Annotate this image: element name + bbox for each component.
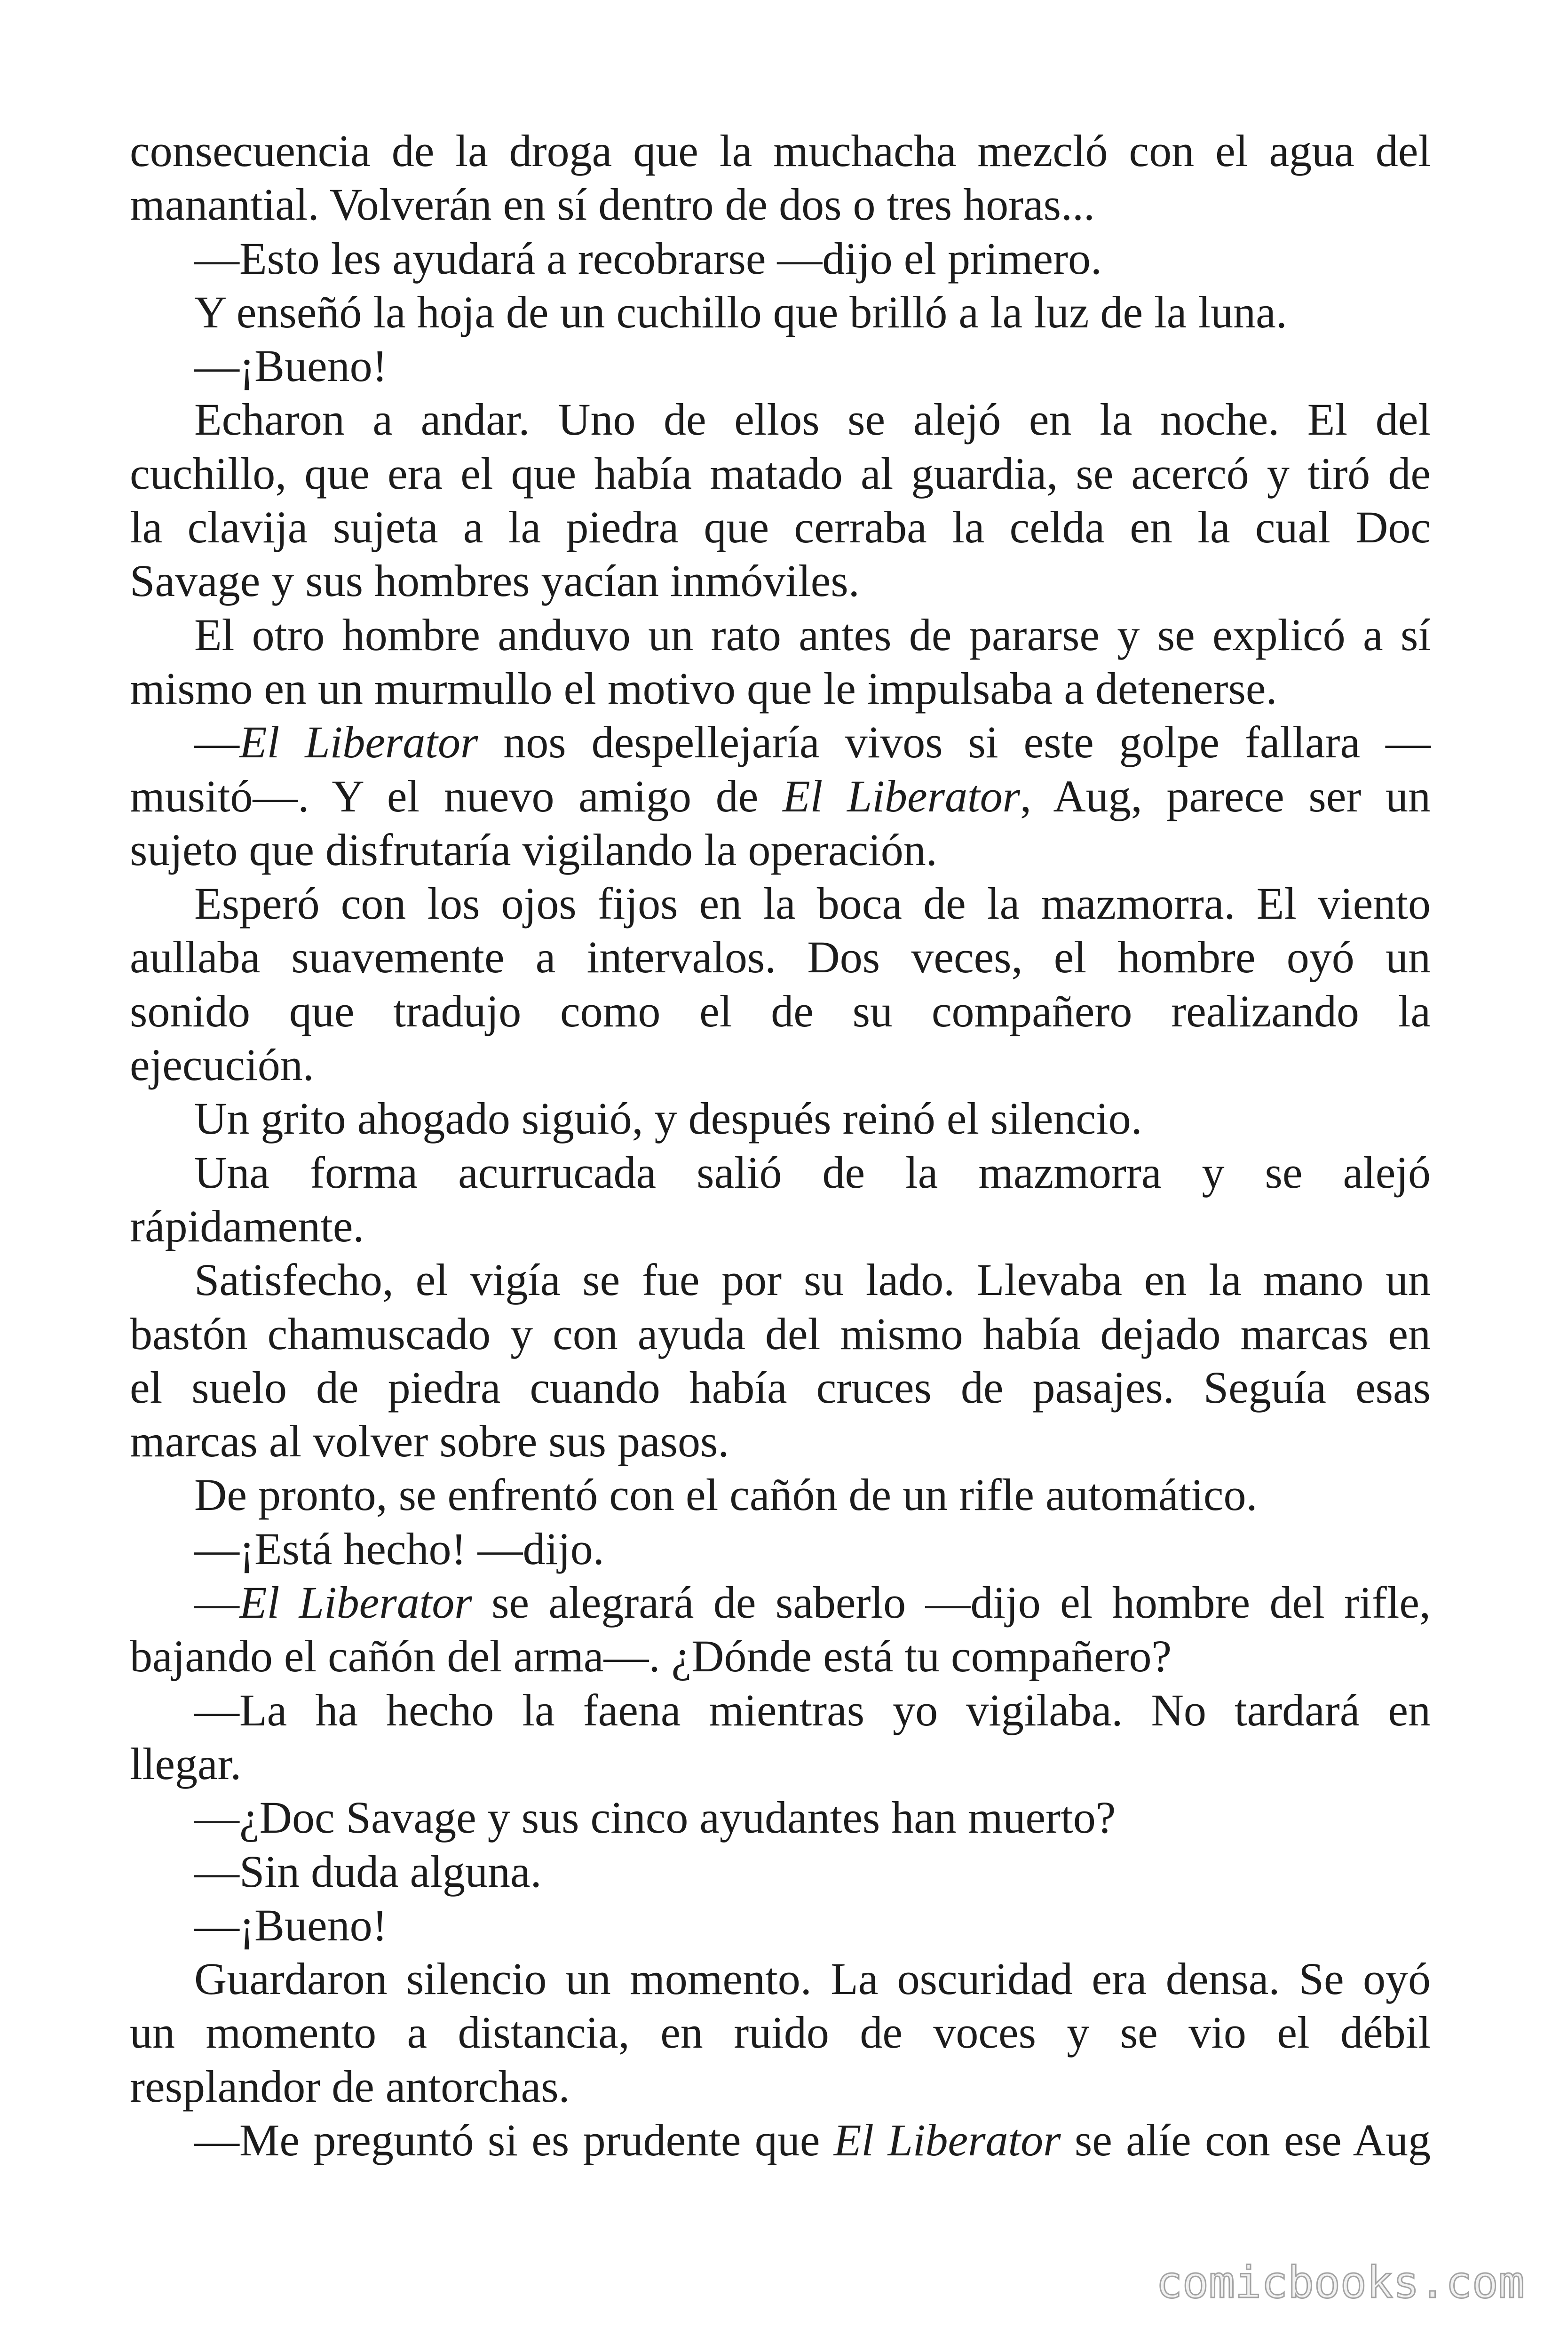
text-line: mismo en un murmullo el motivo que le impulsaba a detenerse. — [130, 663, 1277, 714]
paragraph — [130, 877, 1431, 1092]
text-segment: se alíe con ese Aug — [1061, 2114, 1431, 2165]
text-line: sujeto que disfrutaría vigilando la operación. — [130, 824, 937, 875]
paragraph — [130, 124, 1431, 232]
paragraph — [130, 1468, 1431, 1522]
text-line: rápidamente. — [130, 1200, 364, 1251]
text-segment: musitó—. Y el nuevo amigo de — [130, 771, 783, 821]
text-line: manantial. Volverán en sí dentro de dos o tres horas... — [130, 179, 1095, 230]
italic-title: El Liberator — [239, 717, 478, 768]
text-line: Satisfecho, el vigía se fue por su lado. Llevaba en la mano un — [194, 1255, 1431, 1305]
watermark: comicbooks.com — [1156, 2257, 1525, 2308]
paragraph — [130, 232, 1431, 286]
paragraph — [130, 339, 1431, 393]
text-line: cuchillo, que era el que había matado al guardia, se acercó y tiró de — [130, 448, 1431, 499]
text-line: De pronto, se enfrentó con el cañón de un rifle automático. — [194, 1470, 1258, 1520]
text-line: marcas al volver sobre sus pasos. — [130, 1416, 729, 1467]
text-line: el suelo de piedra cuando había cruces de pasajes. Seguía esas — [130, 1362, 1431, 1413]
paragraph — [130, 1522, 1431, 1576]
body-text — [130, 124, 1431, 2167]
text-line: Un grito ahogado siguió, y después reinó el silencio. — [194, 1093, 1142, 1144]
text-line: Y enseñó la hoja de un cuchillo que brilló a la luz de la luna. — [194, 286, 1287, 337]
paragraph — [130, 1791, 1431, 1844]
paragraph — [130, 2114, 1431, 2167]
text-line: ejecución. — [130, 1040, 314, 1090]
text-line: bajando el cañón del arma—. ¿Dónde está tu compañero? — [130, 1631, 1172, 1682]
text-line: —¡Bueno! — [194, 1899, 388, 1950]
paragraph — [130, 1952, 1431, 2114]
text-line: un momento a distancia, en ruido de voces y se vio el débil — [130, 2007, 1431, 2058]
text-line: Echaron a andar. Uno de ellos se alejó en la noche. El del — [194, 394, 1431, 445]
text-line — [130, 770, 1431, 823]
text-line — [130, 2114, 1431, 2167]
text-line: —¿Doc Savage y sus cinco ayudantes han muerto? — [194, 1792, 1116, 1843]
text-line: Savage y sus hombres yacían inmóviles. — [130, 556, 860, 606]
italic-title: El Liberator — [782, 771, 1020, 821]
paragraph — [130, 715, 1431, 877]
text-line: Guardaron silencio un momento. La oscuridad era densa. Se oyó — [194, 1954, 1431, 2004]
text-segment: nos despellejaría vivos si este golpe fallara — — [478, 717, 1431, 768]
paragraph — [130, 1899, 1431, 1952]
paragraph — [130, 608, 1431, 716]
text-line: Una forma acurrucada salió de la mazmorra y se alejó — [194, 1147, 1431, 1198]
text-line: consecuencia de la droga que la muchacha mezcló con el agua del — [130, 126, 1431, 176]
text-segment: se alegrará de saberlo —dijo el hombre del rifle, — [472, 1577, 1431, 1628]
paragraph — [130, 393, 1431, 608]
text-line — [130, 715, 1431, 769]
text-line: —¡Bueno! — [194, 341, 388, 391]
text-line: —La ha hecho la faena mientras yo vigilaba. No tardará en — [194, 1685, 1431, 1735]
italic-title: El Liberator — [239, 1577, 472, 1628]
text-line — [130, 1576, 1431, 1629]
paragraph — [130, 1092, 1431, 1145]
text-line: —Esto les ayudará a recobrarse —dijo el primero. — [194, 233, 1102, 284]
text-line: bastón chamuscado y con ayuda del mismo había dejado marcas en — [130, 1308, 1431, 1359]
text-line: aullaba suavemente a intervalos. Dos veces, el hombre oyó un — [130, 932, 1431, 983]
paragraph — [130, 1576, 1431, 1684]
paragraph — [130, 286, 1431, 339]
paragraph — [130, 1253, 1431, 1468]
text-line: —Sin duda alguna. — [194, 1846, 542, 1897]
text-line: la clavija sujeta a la piedra que cerraba la celda en la cual Doc — [130, 502, 1431, 553]
paragraph — [130, 1684, 1431, 1791]
paragraph — [130, 1146, 1431, 1254]
text-line: —¡Está hecho! —dijo. — [194, 1523, 604, 1574]
text-segment: , Aug, parece ser un — [1020, 771, 1431, 821]
text-segment: —Me preguntó si es prudente que — [194, 2114, 834, 2165]
text-line: llegar. — [130, 1738, 242, 1789]
text-line: sonido que tradujo como el de su compañero realizando la — [130, 985, 1431, 1036]
text-segment: — — [194, 1577, 239, 1628]
text-segment: — — [194, 717, 239, 768]
italic-title: El Liberator — [833, 2114, 1061, 2165]
text-line: Esperó con los ojos fijos en la boca de la mazmorra. El viento — [194, 878, 1431, 929]
text-line: El otro hombre anduvo un rato antes de pararse y se explicó a sí — [194, 609, 1431, 660]
text-line: resplandor de antorchas. — [130, 2061, 570, 2112]
paragraph — [130, 1845, 1431, 1899]
